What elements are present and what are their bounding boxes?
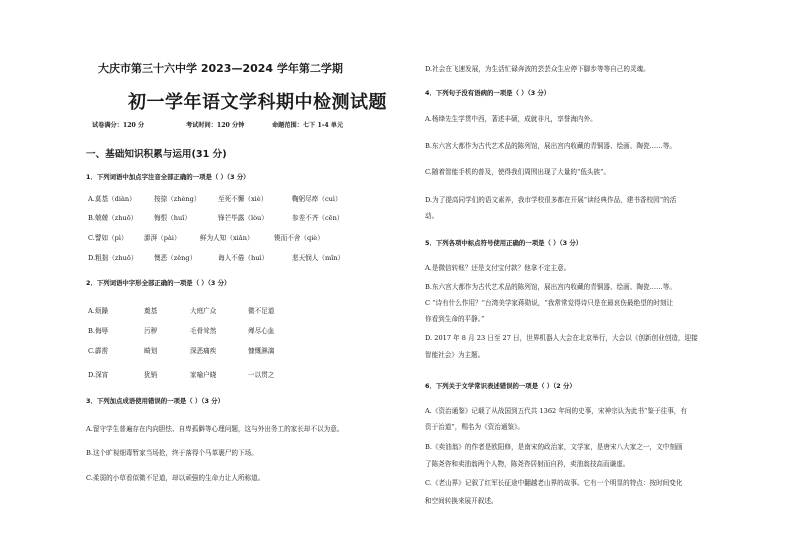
q2-option: C.霹雳 bbox=[88, 347, 109, 355]
q2-option: 慷慨淋漓 bbox=[248, 347, 275, 355]
q6-option-c: C.《老山界》记叙了红军长征途中翻越老山界的故事。它有一个明显的特点：按时间变化 bbox=[425, 479, 683, 487]
q1-option: B.兢兢（zhuō） bbox=[88, 214, 138, 222]
section-heading: 一、基础知识积累与运用(31 分) bbox=[86, 149, 227, 160]
q1-option: 锋芒毕露（lòu） bbox=[218, 214, 268, 222]
q2-option: 家喻户晓 bbox=[190, 371, 217, 379]
q1-option: 鞠躬尽瘁（cuì） bbox=[292, 195, 342, 203]
question-3-stem: 3．下列加点成语使用错误的一项是（ ）（3 分） bbox=[86, 397, 224, 405]
exam-time: 考试时间：120 分钟 bbox=[186, 122, 245, 129]
q2-option: 污秽 bbox=[144, 327, 158, 335]
exam-title: 初一学年语文学科期中检测试题 bbox=[128, 92, 387, 113]
question-5-stem: 5．下列各项中标点符号使用正确的一项是（ ）（3 分） bbox=[425, 239, 583, 247]
q2-option: 奠基 bbox=[144, 307, 158, 315]
q1-option: 悔恨（huǐ） bbox=[154, 214, 191, 222]
q5-option-c-cont: 你看到生命的平静。” bbox=[425, 315, 485, 323]
q6-option-c-cont: 和空间转换来展开叙述。 bbox=[425, 497, 498, 505]
q3-option-b: B.这个旷视细毒暂家当场抢，终于落得个马革裹尸的下场。 bbox=[86, 449, 258, 457]
q4-option-b: B.东六宫大都作为古代艺术品的陈列馆，展出宫内收藏的青铜器、绘画、陶瓷……等。 bbox=[425, 142, 676, 150]
q1-option: 悲天悯人（mǐn） bbox=[292, 254, 345, 262]
q4-option-d-cont: 动。 bbox=[425, 212, 439, 220]
q2-option: 殚尽心血 bbox=[248, 327, 275, 335]
q2-option: D.深宵 bbox=[88, 371, 109, 379]
q5-option-a: A.是微信转账？还是支付宝付款？他拿不定主意。 bbox=[425, 264, 571, 272]
q6-option-b: B.《卖油翁》的作者是欧阳修，是南宋的政治家，文学家，是唐宋八大家之一，文中刻画 bbox=[425, 443, 683, 451]
q2-option: 一以贯之 bbox=[248, 371, 275, 379]
q3-option-d: D.社会在飞速发展，为生活忙碌奔波的芸芸众生应停下脚步等等自己的灵魂。 bbox=[425, 65, 650, 73]
q1-option: 澎湃（pài） bbox=[144, 234, 181, 242]
q1-option: C.譬如（pì） bbox=[88, 234, 128, 242]
question-4-stem: 4．下列句子没有语病的一项是（ ）（3 分） bbox=[425, 89, 551, 97]
q5-option-b: B.东六宫大都作为古代艺术品的陈列馆，展出宫内收藏的青铜器、绘画、陶瓷……等。 bbox=[425, 283, 676, 291]
question-2-stem: 2．下列词语中字形全部正确的一项是（ ）（3 分） bbox=[86, 279, 231, 287]
q5-option-d: D. 2017 年 8 月 23 日至 27 日，世界机器人大会在北京举行，大会以《创新创业创造，迎接 bbox=[425, 334, 698, 342]
q3-option-c: C.柔弱的小草看似微不足道，却以顽强的生命力让人所称道。 bbox=[86, 474, 265, 482]
q3-option-a: A.留守学生普遍存在内向胆怯、自卑孤僻等心理问题，这与外出务工的家长却不以为意。 bbox=[86, 425, 344, 433]
q6-option-a-cont: 资于治道”，赐名为《资治通鉴》。 bbox=[425, 423, 524, 431]
q5-option-d-cont: 智能社会》为主题。 bbox=[425, 351, 485, 359]
exam-scope: 命题范围：七下 1-4 单元 bbox=[272, 122, 344, 129]
q2-option: 大庭广众 bbox=[190, 307, 217, 315]
q5-option-c: C “诗有什么作用？”台湾美学家蒋勋说，“我常常觉得诗只是在最哀伤最绝望的时刻让 bbox=[425, 299, 674, 307]
question-6-stem: 6．下列关于文学常识表述错误的一项是（ ）（2 分） bbox=[425, 382, 576, 390]
q2-option: 微不足道 bbox=[248, 307, 275, 315]
q1-option: 参差不齐（cēn） bbox=[292, 214, 344, 222]
question-1-stem: 1．下列词语中加点字注音全部正确的一项是（ ）（3 分） bbox=[86, 173, 250, 181]
q1-option: 懊恶（zěng） bbox=[154, 254, 197, 262]
q1-option: 至死不懈（xiè） bbox=[218, 195, 268, 203]
school-heading: 大庆市第三十六中学 2023—2024 学年第二学期 bbox=[98, 62, 343, 75]
full-score: 试卷满分：120 分 bbox=[92, 122, 145, 129]
q4-option-d: D.为了提高同学们的语文素养，我市学校很多都在开展“读经典作品，建书香校园”的活 bbox=[425, 196, 677, 204]
q6-option-a: A.《资治通鉴》记载了从战国到五代共 1362 年间的史事，宋神宗认为此书“鉴于往事，有 bbox=[425, 407, 687, 415]
q2-option: 深恶痛疾 bbox=[190, 347, 217, 355]
q2-option: A.烦躁 bbox=[88, 307, 109, 315]
q6-option-b-cont: 了陈尧咨和卖油翁两个人物，陈尧咨居射而自矜，卖油翁技高而谦虚。 bbox=[425, 460, 630, 468]
q2-option: 犹销 bbox=[144, 371, 158, 379]
q4-option-a: A.杨绛先生学贯中西，著述丰硕，成就非凡，享誉海内外。 bbox=[425, 115, 597, 123]
q2-option: B.侮辱 bbox=[88, 327, 109, 335]
q1-option: A.莫基（diàn） bbox=[88, 195, 136, 203]
q4-option-c: C.随着智能手机的普及，使得我们周围出现了大量的“低头族”。 bbox=[425, 168, 611, 176]
q2-option: 畸划 bbox=[144, 347, 158, 355]
q1-option: 鲜为人知（xiǎn） bbox=[200, 234, 254, 242]
q1-option: D.粗拙（zhuō） bbox=[88, 254, 138, 262]
q1-option: 锲而不舍（qiè） bbox=[274, 234, 324, 242]
q2-option: 毛骨耸然 bbox=[190, 327, 217, 335]
q1-option: 诲人不倦（huì） bbox=[218, 254, 269, 262]
q1-option: 按捺（zhèng） bbox=[154, 195, 201, 203]
